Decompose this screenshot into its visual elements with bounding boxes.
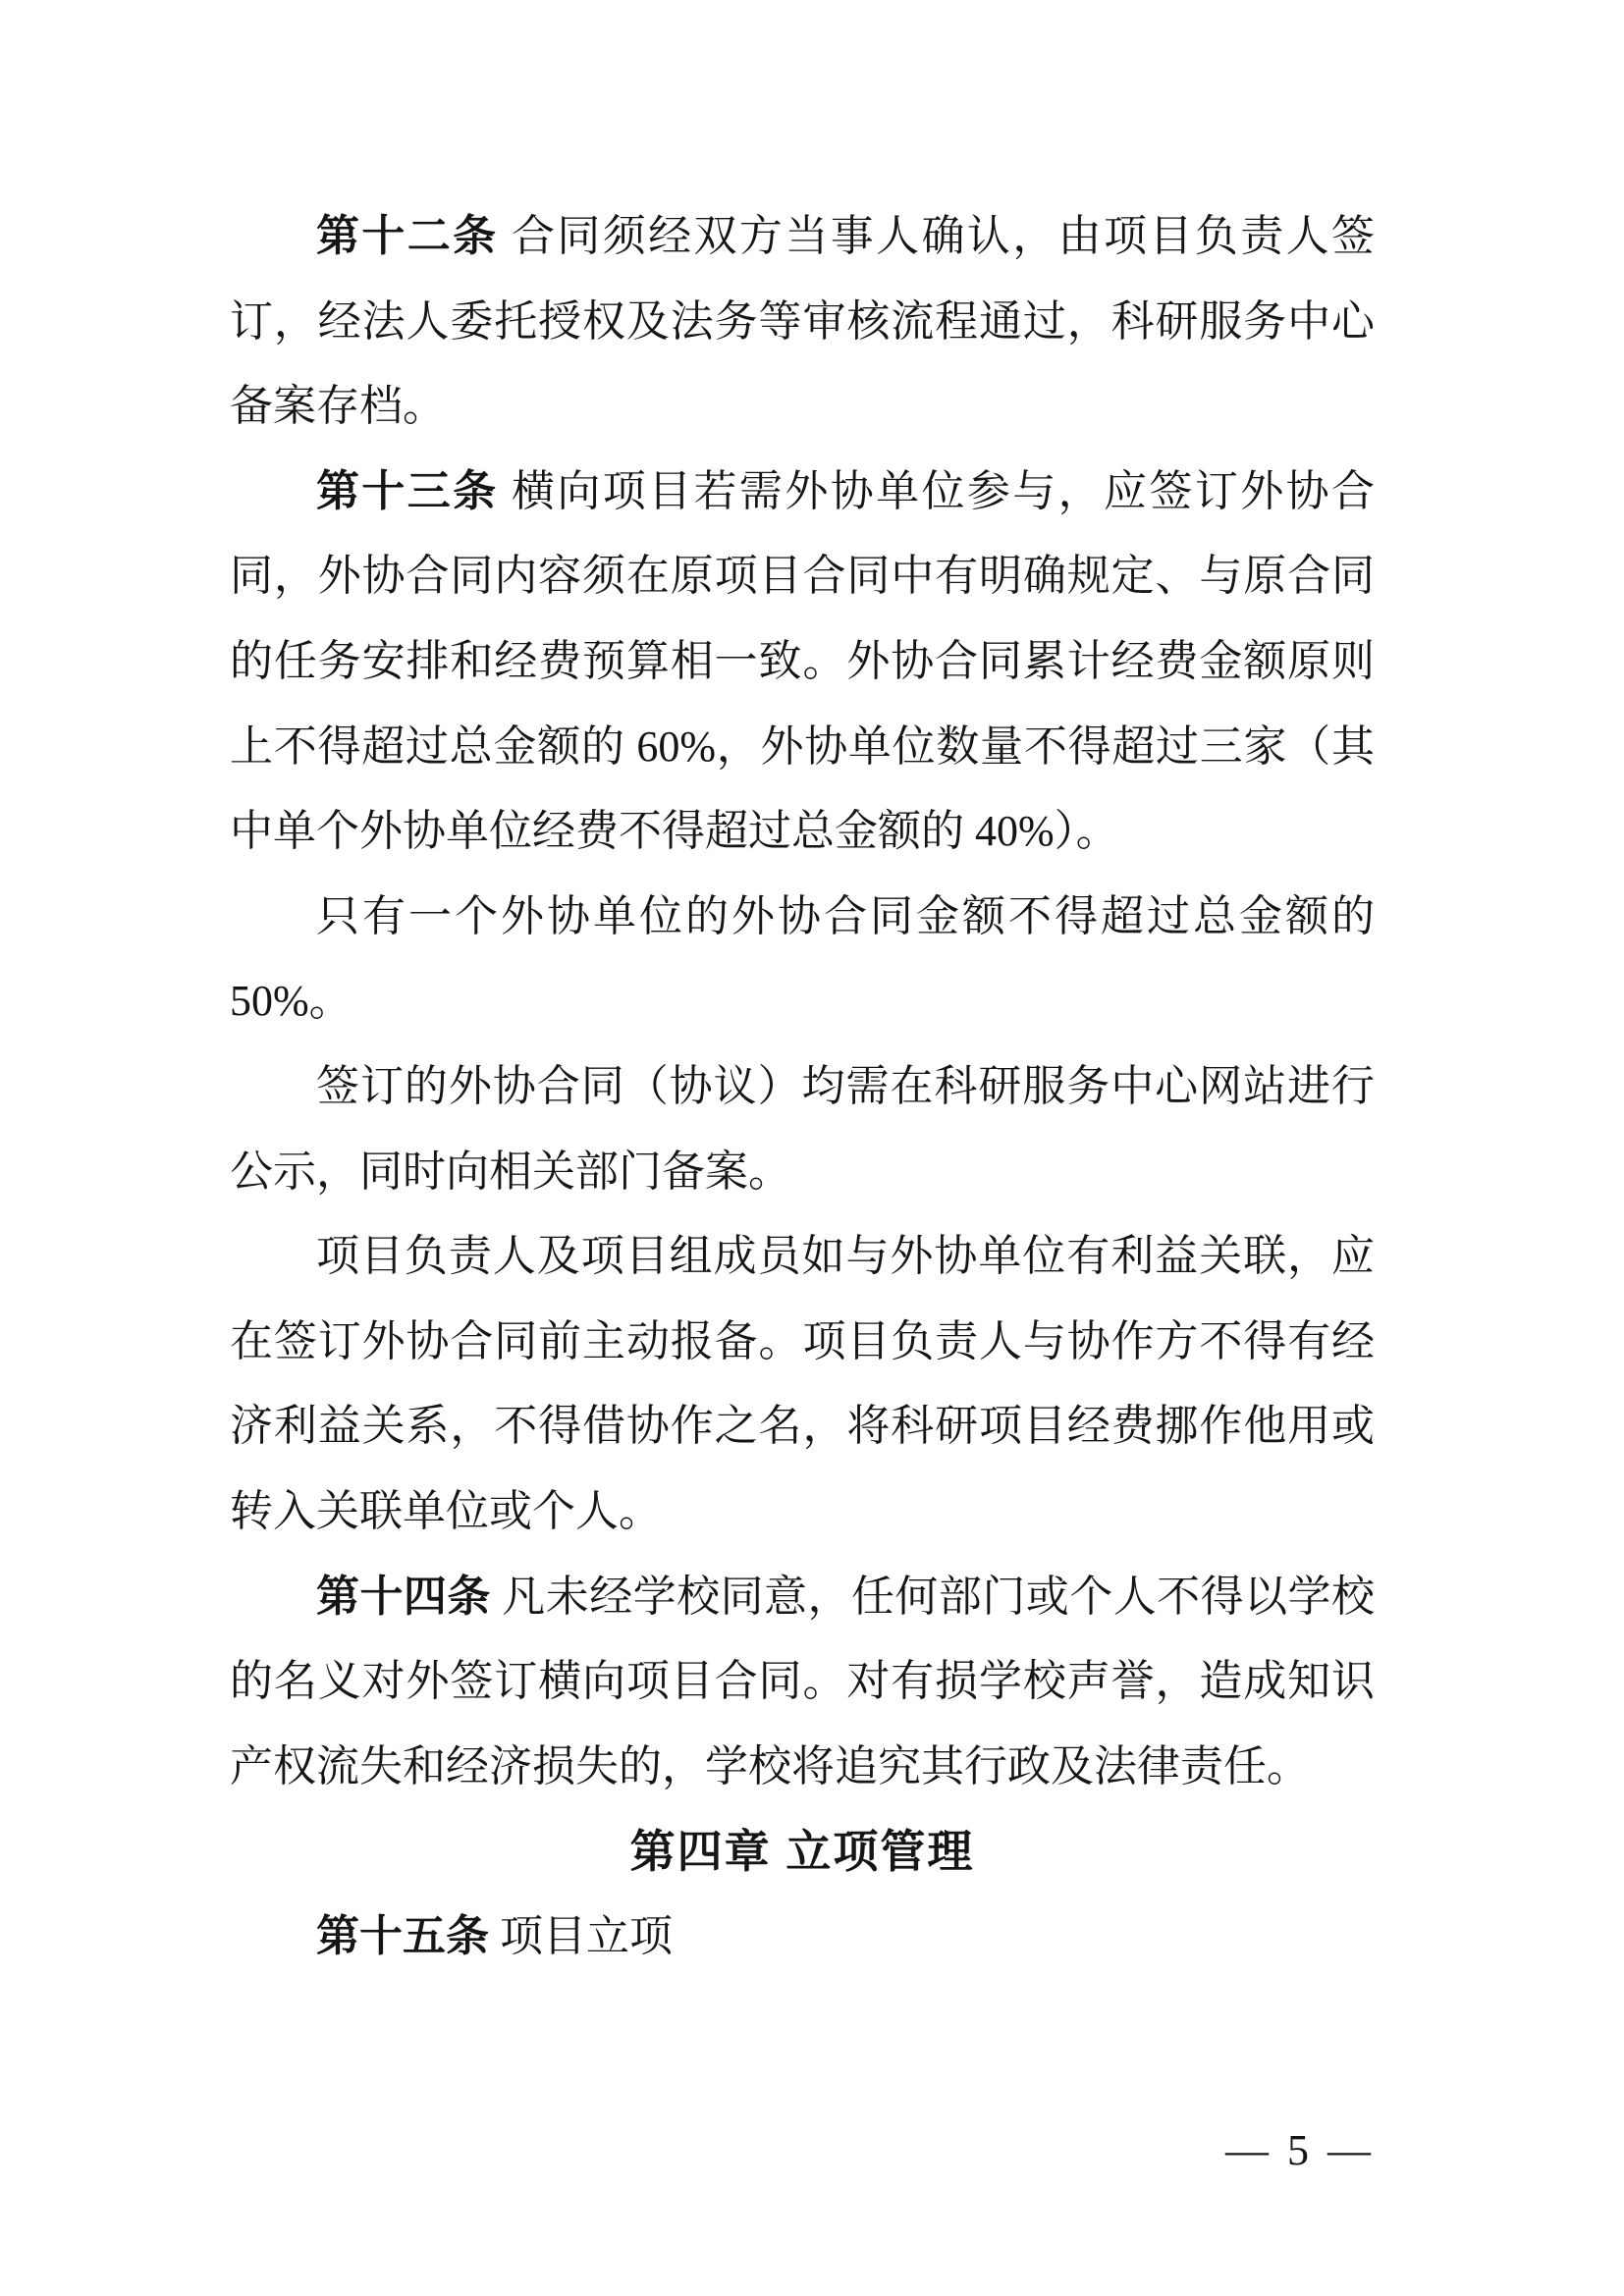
text-line [230,364,1375,450]
text-line [230,280,1375,365]
text-segment: 横向项目若需外协单位参与，应签订外协合 [498,466,1376,515]
text-segment: 产权流失和经济损失的，学校将追究其行政及法律责任。 [230,1741,1310,1790]
text-segment: 只有一个外协单位的外协合同金额不得超过总金额的 [316,891,1375,940]
text-segment: 济利益关系，不得借协作之名，将科研项目经费挪作他用或 [230,1402,1375,1451]
chapter-heading [230,1809,1375,1895]
text-segment: 上不得超过总金额的 60%，外协单位数量不得超过三家（其 [230,721,1375,771]
text-segment: 订，经法人委托授权及法务等审核流程通过，科研服务中心 [230,296,1375,346]
article-label: 第十五条 [316,1911,489,1960]
text-line [230,1300,1375,1385]
text-line [230,959,1375,1044]
text-segment: 凡未经学校同意，任何部门或个人不得以学校 [490,1572,1376,1621]
text-segment: 中单个外协单位经费不得超过总金额的 40%）。 [230,807,1119,856]
text-line [230,534,1375,619]
article-label: 第十二条 [316,212,499,260]
text-line [230,194,1375,280]
page-number: — 5 — [1225,2126,1375,2174]
text-line [230,1725,1375,1810]
article-label: 第四章 立项管理 [629,1826,975,1878]
text-segment: 公示，同时向相关部门备案。 [230,1147,791,1196]
text-segment: 合同须经双方当事人确认，由项目负责人签 [498,212,1376,260]
text-line [230,875,1375,960]
text-segment: 转入关联单位或个人。 [230,1486,662,1535]
text-line [230,1214,1375,1300]
text-line [230,1639,1375,1725]
text-line [230,1130,1375,1215]
text-line [230,1384,1375,1469]
text-segment: 的任务安排和经费预算相一致。外协合同累计经费金额原则 [230,636,1375,685]
text-segment: 项目立项 [489,1911,673,1960]
text-line [230,1044,1375,1130]
text-line [230,1469,1375,1555]
article-label: 第十三条 [316,466,499,515]
text-line [230,450,1375,535]
text-segment: 项目负责人及项目组成员如与外协单位有利益关联，应 [316,1232,1375,1281]
text-line [230,789,1375,875]
text-line [230,619,1375,705]
text-line [230,1555,1375,1640]
text-segment: 在签订外协合同前主动报备。项目负责人与协作方不得有经 [230,1316,1375,1365]
text-segment: 备案存档。 [230,382,446,431]
text-segment: 签订的外协合同（协议）均需在科研服务中心网站进行 [316,1061,1375,1110]
text-line [230,705,1375,790]
text-line [230,1895,1375,1980]
text-segment: 同，外协合同内容须在原项目合同中有明确规定、与原合同 [230,552,1375,601]
text-segment: 50%。 [230,977,352,1026]
article-label: 第十四条 [316,1572,491,1621]
document-body [230,194,1375,1979]
text-segment: 的名义对外签订横向项目合同。对有损学校声誉，造成知识 [230,1657,1375,1706]
